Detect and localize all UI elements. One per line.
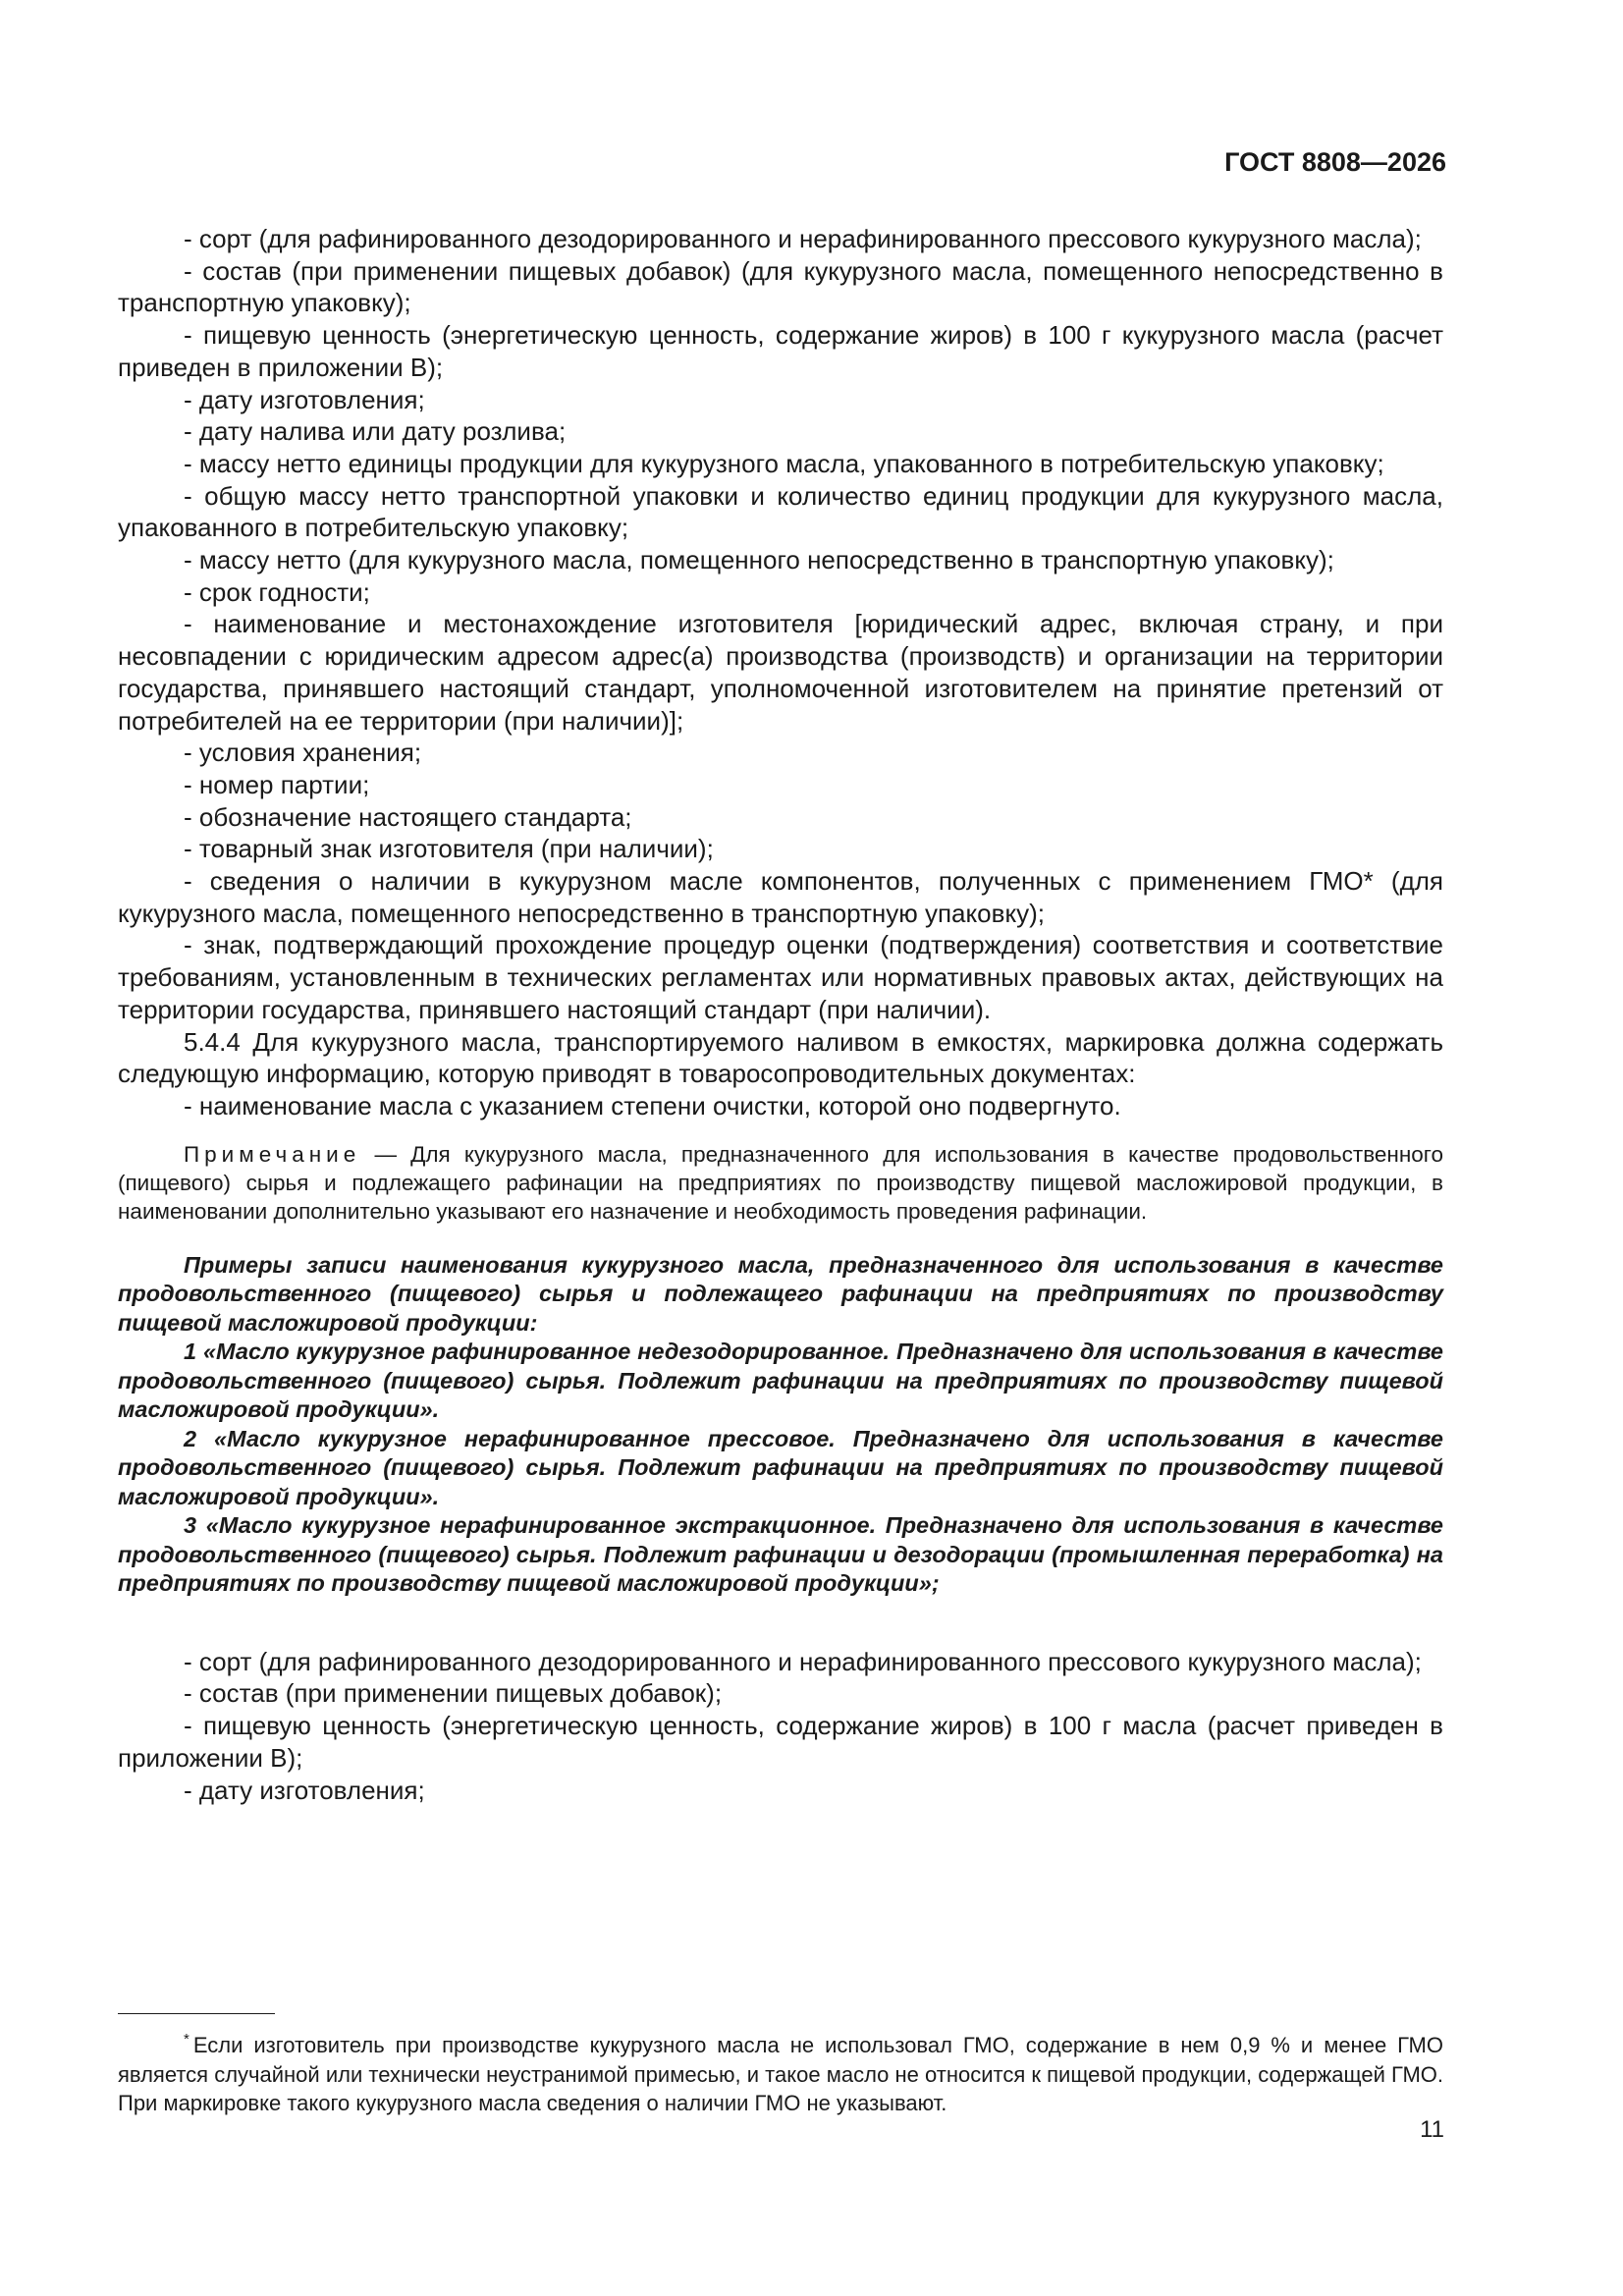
list-item: - наименование и местонахождение изготовителя [юридический адрес, включая страну, и при несовпадении с юридическим адресом адрес(а) производства (производств) и организации на территории государства, принявшего настоящий стандарт, уполномоченной изготовителем на принятие претензий от потребителей на ее территории (при наличии)];: [118, 609, 1443, 736]
list-item: - пищевую ценность (энергетическую ценность, содержание жиров) в 100 г масла (расчет приведен в приложении В);: [118, 1711, 1443, 1773]
example-item: 2 «Масло кукурузное нерафинированное прессовое. Предназначено для использования в качестве продовольственного (пищевого) сырья. Подлежит рафинации на предприятиях по производству пищевой масложировой продукции».: [118, 1425, 1443, 1509]
examples-intro: Примеры записи наименования кукурузного масла, предназначенного для использования в качестве продовольственного (пищевого) сырья и подлежащего рафинации на предприятиях по производству пищевой масложировой продукции:: [118, 1251, 1443, 1336]
standard-code-header: ГОСТ 8808—2026: [1224, 147, 1446, 177]
list-item: - дату изготовления;: [184, 1775, 425, 1805]
list-item: - состав (при применении пищевых добавок) (для кукурузного масла, помещенного непосредственно в транспортную упаковку);: [118, 255, 1443, 318]
example-item: 1 «Масло кукурузное рафинированное недезодорированное. Предназначено для использования в качестве продовольственного (пищевого) сырья. Подлежит рафинации на предприятиях по производству пищевой масложировой продукции».: [118, 1339, 1443, 1423]
page-body: [118, 223, 1443, 1806]
footnote: [118, 2025, 1443, 2118]
footnote-mark: *: [184, 2031, 189, 2048]
note-paragraph: [118, 1140, 1443, 1226]
list-item: - условия хранения;: [184, 738, 422, 768]
list-item: - наименование масла с указанием степени очистки, которой оно подвергнуто.: [184, 1090, 1121, 1121]
list-item: - дату изготовления;: [184, 384, 425, 414]
list-item: - сорт (для рафинированного дезодорированного и нерафинированного прессового кукурузного масла);: [184, 224, 1422, 253]
list-item: - состав (при применении пищевых добавок);: [184, 1678, 723, 1709]
list-item: - сорт (для рафинированного дезодорированного и нерафинированного прессового кукурузного масла);: [184, 1646, 1422, 1676]
list-item: - общую массу нетто транспортной упаковки и количество единиц продукции для кукурузного масла, упакованного в потребительскую упаковку;: [118, 480, 1443, 543]
list-item: - товарный знак изготовителя (при наличии);: [184, 834, 714, 864]
footnote-text: Если изготовитель при производстве кукурузного масла не использовал ГМО, содержание в нем 0,9 % и менее ГМО является случайной или технически неустранимой примесью, и такое масло не относится к пищевой продукции, содержащей ГМО. При маркировке такого кукурузного масла сведения о наличии ГМО не указывают.: [118, 2033, 1443, 2115]
list-item: - обозначение настоящего стандарта;: [184, 801, 632, 832]
list-item: - номер партии;: [184, 769, 370, 799]
note-text: — Для кукурузного масла, предназначенного для использования в качестве продовольственного (пищевого) сырья и подлежащего рафинации на предприятиях по производству пищевой масложировой продукции, в наименовании дополнительно указывают его назначение и необходимость проведения рафинации.: [118, 1141, 1443, 1224]
page-number: 11: [1420, 2116, 1444, 2143]
note-label: Примечание: [184, 1141, 361, 1167]
list-item: - срок годности;: [184, 576, 370, 607]
list-item: - знак, подтверждающий прохождение процедур оценки (подтверждения) соответствия и соответствие требованиям, установленным в технических регламентах или нормативных правовых актах, действующих на территории государства, принявшего настоящий стандарт (при наличии).: [118, 930, 1443, 1024]
list-item: - пищевую ценность (энергетическую ценность, содержание жиров) в 100 г кукурузного масла (расчет приведен в приложении В);: [118, 320, 1443, 382]
clause-5-4-4: 5.4.4 Для кукурузного масла, транспортируемого наливом в емкостях, маркировка должна содержать следующую информацию, которую приводят в товаросопроводительных документах:: [118, 1026, 1443, 1089]
footnote-divider: [118, 2013, 275, 2014]
list-item: - сведения о наличии в кукурузном масле компонентов, полученных с применением ГМО* (для кукурузного масла, помещенного непосредственно в транспортную упаковку);: [118, 866, 1443, 928]
list-item: - дату налива или дату розлива;: [184, 416, 567, 447]
list-item: - массу нетто единицы продукции для кукурузного масла, упакованного в потребительскую упаковку;: [184, 448, 1384, 478]
list-item: - массу нетто (для кукурузного масла, помещенного непосредственно в транспортную упаковку);: [184, 545, 1334, 575]
example-item: 3 «Масло кукурузное нерафинированное экстракционное. Предназначено для использования в качестве продовольственного (пищевого) сырья. Подлежит рафинации и дезодорации (промышленная переработка) на предприятиях по производству пищевой масложировой продукции»;: [118, 1512, 1443, 1597]
